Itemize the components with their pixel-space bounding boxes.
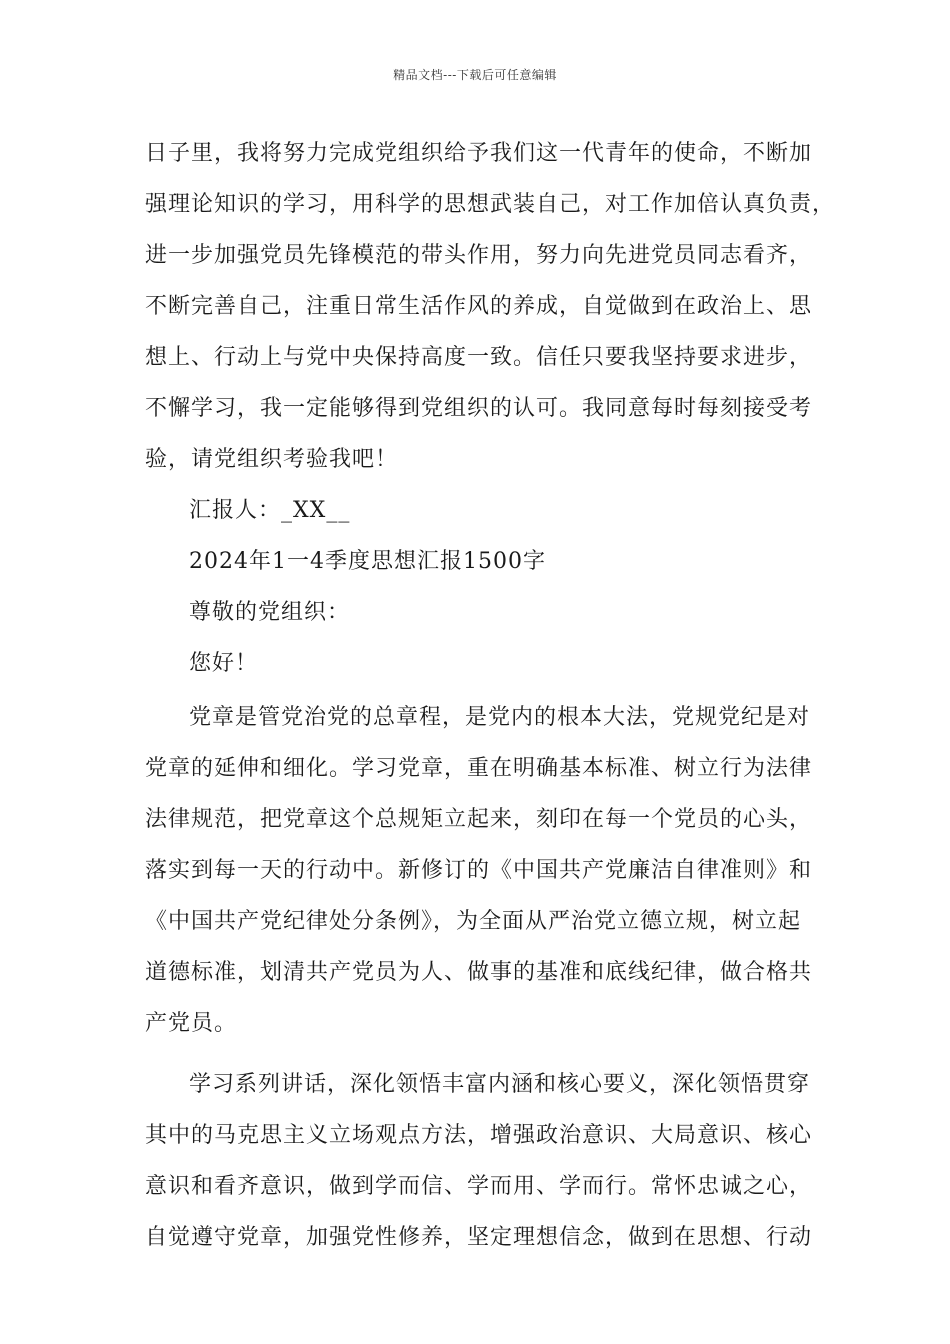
greeting: 您好！ (189, 651, 259, 676)
text-line: 验，请党组织考验我吧！ (145, 447, 399, 472)
text-line: 《中国共产党纪律处分条例》，为全面从严治党立德立规，树立起 (145, 909, 802, 934)
text-line: 自觉遵守党章，加强党性修养，坚定理想信念，做到在思想、行动 (145, 1225, 813, 1250)
salutation: 尊敬的党组织： (189, 600, 351, 625)
text-line: 其中的马克思主义立场观点方法，增强政治意识、大局意识、核心 (145, 1123, 813, 1148)
text-line: 产党员。 (145, 1011, 238, 1036)
text-line: 意识和看齐意识，做到学而信、学而用、学而行。常怀忠诚之心， (145, 1174, 813, 1199)
text-line: 落实到每一天的行动中。新修订的《中国共产党廉洁自律准则》和 (145, 858, 813, 883)
text-line: 强理论知识的学习，用科学的思想武装自己，对工作加倍认真负责， (145, 192, 836, 217)
spacer (145, 1049, 825, 1059)
text-line: 学习系列讲话，深化领悟丰富内涵和核心要义，深化领悟贯穿 (189, 1072, 811, 1097)
text-line: 道德标准，划清共产党员为人、做事的基准和底线纪律，做合格共 (145, 960, 813, 985)
text-line: 党章是管党治党的总章程，是党内的根本大法，党规党纪是对 (189, 705, 811, 730)
text-line: 法律规范，把党章这个总规矩立起来，刻印在每一个党员的心头， (145, 807, 813, 832)
document-body (145, 128, 836, 1263)
text-line: 不懈学习，我一定能够得到党组织的认可。我同意每时每刻接受考 (145, 396, 813, 421)
text-line: 日子里，我将努力完成党组织给予我们这一代青年的使命，不断加 (145, 141, 813, 166)
text-line: 党章的延伸和细化。学习党章，重在明确基本标准、树立行为法律 (145, 756, 813, 781)
page-header: 精品文档---下载后可任意编辑 (393, 68, 557, 82)
text-line: 进一步加强党员先锋模范的带头作用，努力向先进党员同志看齐， (145, 243, 813, 268)
text-line: 想上、行动上与党中央保持高度一致。信任只要我坚持要求进步， (145, 345, 813, 370)
text-line: 不断完善自己，注重日常生活作风的养成，自觉做到在政治上、思 (145, 294, 813, 319)
reporter-line: 汇报人：_XX__ (189, 498, 351, 523)
report-title: 2024年1一4季度思想汇报1500字 (189, 549, 546, 574)
